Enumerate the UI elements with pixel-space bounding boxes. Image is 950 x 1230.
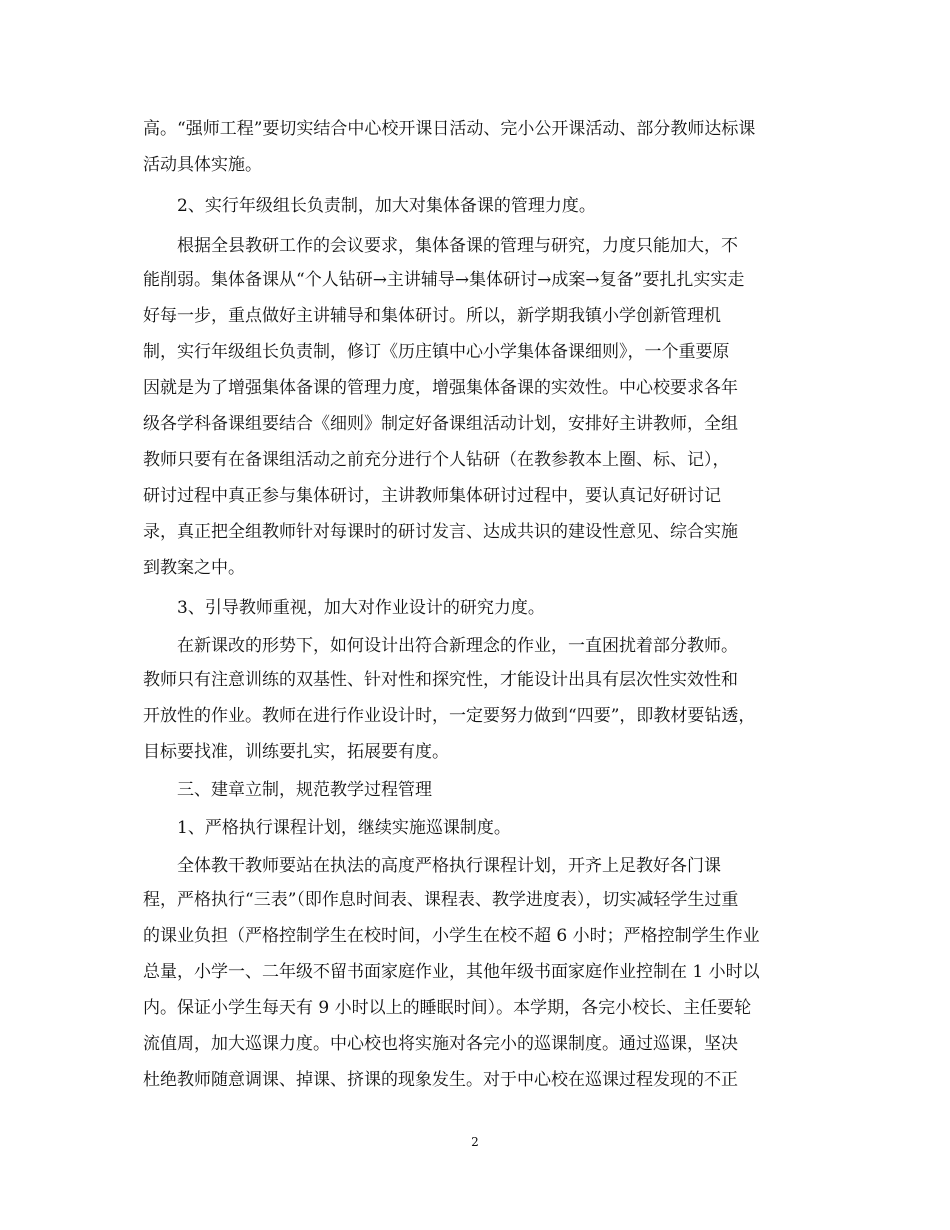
section-heading: 3、引导教师重视，加大对作业设计的研究力度。 bbox=[177, 598, 545, 618]
text-line: 到教案之中。 bbox=[143, 558, 245, 578]
text-line: 根据全县教研工作的会议要求，集体备课的管理与研究，力度只能加大，不 bbox=[177, 236, 738, 256]
text-line: 高。“强师工程”要切实结合中心校开课日活动、完小公开课活动、部分教师达标课 bbox=[143, 119, 756, 139]
text-line: 在新课改的形势下，如何设计出符合新理念的作业，一直困扰着部分教师。 bbox=[177, 636, 738, 656]
section-heading: 1、严格执行课程计划，继续实施巡课制度。 bbox=[177, 818, 511, 838]
text-line: 目标要找准，训练要扎实，拓展要有度。 bbox=[143, 742, 449, 762]
text-line: 研讨过程中真正参与集体研讨，主讲教师集体研讨过程中，要认真记好研讨记 bbox=[143, 486, 721, 506]
text-line: 因就是为了增强集体备课的管理力度，增强集体备课的实效性。中心校要求各年 bbox=[143, 378, 738, 398]
text-line: 教师只要有在备课组活动之前充分进行个人钻研（在教参教本上圈、标、记）， bbox=[143, 450, 730, 470]
text-line: 杜绝教师随意调课、掉课、挤课的现象发生。对于中心校在巡课过程发现的不正 bbox=[143, 1070, 738, 1090]
text-line: 级各学科备课组要结合《细则》制定好备课组活动计划，安排好主讲教师，全组 bbox=[143, 414, 738, 434]
text-line: 流值周，加大巡课力度。中心校也将实施对各完小的巡课制度。通过巡课，坚决 bbox=[143, 1034, 738, 1054]
section-heading: 2、实行年级组长负责制，加大对集体备课的管理力度。 bbox=[177, 196, 596, 216]
text-line: 全体教干教师要站在执法的高度严格执行课程计划，开齐上足教好各门课 bbox=[177, 856, 721, 876]
section-heading: 三、建章立制，规范教学过程管理 bbox=[177, 780, 432, 800]
text-line: 制，实行年级组长负责制，修订《历庄镇中心小学集体备课细则》，一个重要原 bbox=[143, 342, 730, 362]
text-line: 好每一步，重点做好主讲辅导和集体研讨。所以，新学期我镇小学创新管理机 bbox=[143, 306, 721, 326]
text-line: 录，真正把全组教师针对每课时的研讨发言、达成共识的建设性意见、综合实施 bbox=[143, 522, 738, 542]
text-line: 活动具体实施。 bbox=[143, 155, 262, 175]
text-line: 的课业负担（严格控制学生在校时间，小学生在校不超 6 小时；严格控制学生作业 bbox=[143, 926, 760, 946]
text-line: 教师只有注意训练的双基性、针对性和探究性，才能设计出具有层次性实效性和 bbox=[143, 670, 738, 690]
text-line: 能削弱。集体备课从“个人钻研→主讲辅导→集体研讨→成案→复备”要扎扎实实走 bbox=[143, 270, 745, 290]
text-line: 程，严格执行“三表”（即作息时间表、课程表、教学进度表），切实减轻学生过重 bbox=[143, 890, 739, 910]
page-number: 2 bbox=[471, 1135, 479, 1149]
text-line: 开放性的作业。教师在进行作业设计时，一定要努力做到“四要”，即教材要钻透， bbox=[143, 706, 756, 726]
text-line: 内。保证小学生每天有 9 小时以上的睡眠时间）。本学期，各完小校长、主任要轮 bbox=[143, 998, 752, 1018]
text-line: 总量，小学一、二年级不留书面家庭作业，其他年级书面家庭作业控制在 1 小时以 bbox=[143, 962, 760, 982]
